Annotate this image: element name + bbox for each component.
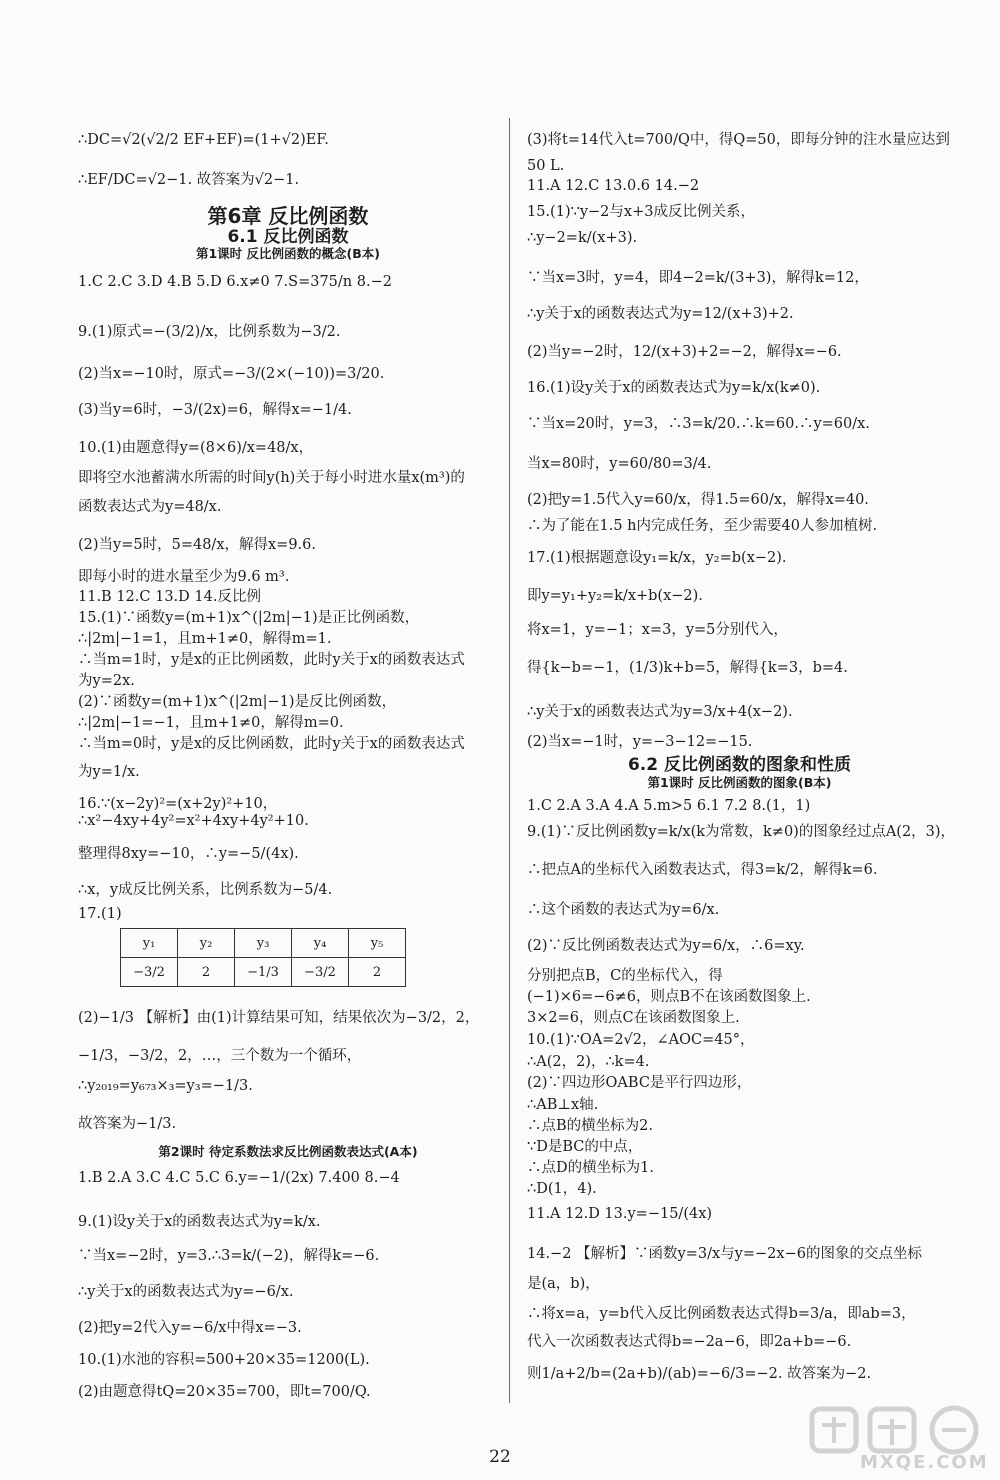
equation-system: 得{k−b=−1，(1/3)k+b=5，解得{k=3，b=4. [527,660,848,676]
text-line: (3)当y=6时，−3/(2x)=6，解得x=−1/4. [78,402,352,418]
text-line: (2)∵反比例函数表达式为y=6/x，∴6=xy. [527,938,805,954]
text-line: ∴DC=√2(√2/2 EF+EF)=(1+√2)EF. [78,132,329,148]
text-line: 15.(1)∵y−2与x+3成反比例关系， [527,204,755,220]
text-line: 是(a，b)， [527,1276,600,1292]
text-line: ∴|2m|−1=−1，且m+1≠0，解得m=0. [78,715,344,731]
text-line: 代入一次函数表达式得b=−2a−6，即2a+b=−6. [527,1334,852,1350]
text-line: ∴AB⊥x轴. [527,1097,599,1113]
text-line: 10.(1)由题意得y=(8×6)/x=48/x， [78,440,314,456]
section-title: 6.1 反比例函数 [227,227,349,247]
text-line: 17.(1) [78,906,122,922]
text-line: ∴为了能在1.5 h内完成任务，至少需要40人参加植树. [527,518,878,534]
watermark-url: MXQE.COM [860,1452,989,1473]
text-line: ∴当m=1时，y是x的正比例函数，此时y关于x的函数表达式 [78,652,465,668]
text-line: 3×2=6，则点C在该函数图象上. [527,1010,740,1026]
text-line: ∵当x=20时，y=3，∴3=k/20.∴k=60.∴y=60/x. [527,416,870,432]
text-line: ∴将x=a，y=b代入反比例函数表达式得b=3/a，即ab=3， [527,1306,916,1322]
text-line: 即y=y₁+y₂=k/x+b(x−2). [527,588,703,604]
text-line: ∴y关于x的函数表达式为y=−6/x. [78,1284,294,1300]
text-line: ∴A(2，2)，∴k=4. [527,1054,650,1070]
text-line: 整理得8xy=−10，∴y=−5/(4x). [78,846,299,862]
text-line: 16.(1)设y关于x的函数表达式为y=k/x(k≠0). [527,380,821,396]
text-line: ∴x，y成反比例关系，比例系数为−5/4. [78,882,333,898]
text-line: ∴D(1，4). [527,1181,597,1197]
text-line: 为y=1/x. [78,764,140,780]
lesson-title: 第1课时 反比例函数的概念(B本) [195,246,380,261]
text-line: −1/3，−3/2，2，…，三个数为一个循环， [78,1048,362,1064]
text-line: ∵当x=−2时，y=3.∴3=k/(−2)，解得k=−6. [78,1248,380,1264]
answer-row: 1.B 2.A 3.C 4.C 5.C 6.y=−1/(2x) 7.400 8.−4 [78,1170,400,1186]
table-cell: 2 [178,958,235,987]
text-line: ∴EF/DC=√2−1. 故答案为√2−1. [78,172,300,188]
section-title: 6.2 反比例函数的图象和性质 [627,755,852,775]
page-number: 22 [489,1447,511,1467]
text-line: 16.∵(x−2y)²=(x+2y)²+10， [78,796,278,812]
table-cell: −1/3 [235,958,292,987]
text-line: (2)当y=−2时，12/(x+3)+2=−2，解得x=−6. [527,344,842,360]
text-line: ∴x²−4xy+4y²=x²+4xy+4y²+10. [78,813,309,829]
text-line: (2)把y=1.5代入y=60/x，得1.5=60/x，解得x=40. [527,492,869,508]
right-column [527,0,956,1480]
table-header-cell: y₂ [178,929,235,958]
text-line: 17.(1)根据题意设y₁=k/x，y₂=b(x−2). [527,550,787,566]
answer-row: 1.C 2.C 3.D 4.B 5.D 6.x≠0 7.S=375/n 8.−2 [78,274,392,290]
text-line: 10.(1)∵OA=2√2，∠AOC=45°， [527,1032,755,1048]
table-header-row [121,929,406,958]
table-cell: 2 [349,958,406,987]
text-line: 即将空水池蓄满水所需的时间y(h)关于每小时进水量x(m³)的 [78,470,465,486]
text-line: 即每小时的进水量至少为9.6 m³. [78,569,290,585]
text-line: ∵当x=3时，y=4，即4−2=k/(3+3)，解得k=12， [527,270,869,286]
text-line: 14.−2 【解析】∵函数y=3/x与y=−2x−6的图象的交点坐标 [527,1246,922,1262]
answer-row: 11.A 12.D 13.y=−15/(4x) [527,1206,713,1222]
text-line: 则1/a+2/b=(2a+b)/(ab)=−6/3=−2. 故答案为−2. [527,1366,872,1382]
text-line: 将x=1，y=−1；x=3，y=5分别代入， [527,622,788,638]
text-line: ∴点D的横坐标为1. [527,1160,654,1176]
text-line: (2)当x=−1时，y=−3−12=−15. [527,734,753,750]
text-line: ∴当m=0时，y是x的反比例函数，此时y关于x的函数表达式 [78,736,465,752]
text-line: ∴y关于x的函数表达式为y=3/x+4(x−2). [527,704,793,720]
answer-row: 11.A 12.C 13.0.6 14.−2 [527,178,700,194]
chapter-title: 第6章 反比例函数 [207,204,369,228]
text-line: 函数表达式为y=48/x. [78,499,222,515]
table-row [121,958,406,987]
text-line: (2)−1/3 【解析】由(1)计算结果可知，结果依次为−3/2，2， [78,1010,480,1026]
text-line: (2)∵四边形OABC是平行四边形， [527,1075,752,1091]
text-line: (3)将t=14代入t=700/Q中，得Q=50，即每分钟的注水量应达到 [527,132,950,148]
text-line: (−1)×6=−6≠6，则点B不在该函数图象上. [527,989,811,1005]
text-line: 9.(1)设y关于x的函数表达式为y=k/x. [78,1214,321,1230]
text-line: 分别把点B，C的坐标代入，得 [527,968,723,984]
table-cell: −3/2 [292,958,349,987]
text-line: ∴y−2=k/(x+3). [527,230,638,246]
text-line: 为y=2x. [78,673,135,689]
answer-row: 11.B 12.C 13.D 14.反比例 [78,589,261,605]
text-line: ∴把点A的坐标代入函数表达式，得3=k/2，解得k=6. [527,862,878,878]
text-line: 15.(1)∵函数y=(m+1)x^(|2m|−1)是正比例函数， [78,610,420,626]
text-line: 9.(1)原式=−(3/2)/x，比例系数为−3/2. [78,324,341,340]
table-header-cell: y₅ [349,929,406,958]
text-line: 50 L. [527,158,565,174]
text-line: 当x=80时，y=60/80=3/4. [527,456,712,472]
table-header-cell: y₄ [292,929,349,958]
table-cell: −3/2 [121,958,178,987]
sequence-table [120,928,406,987]
text-line: 10.(1)水池的容积=500+20×35=1200(L). [78,1352,370,1368]
text-line: (2)∵函数y=(m+1)x^(|2m|−1)是反比例函数， [78,694,397,710]
text-line: 故答案为−1/3. [78,1116,177,1132]
text-line: ∵D是BC的中点， [527,1139,643,1155]
text-line: (2)由题意得tQ=20×35=700，即t=700/Q. [78,1384,371,1400]
text-line: (2)当x=−10时，原式=−3/(2×(−10))=3/20. [78,366,385,382]
text-line: (2)当y=5时，5=48/x，解得x=9.6. [78,537,316,553]
text-line: (2)把y=2代入y=−6/x中得x=−3. [78,1320,302,1336]
text-line: ∴点B的横坐标为2. [527,1118,653,1134]
text-line: ∴y₂₀₁₉=y₆₇₃×₃=y₃=−1/3. [78,1078,253,1094]
answer-row: 1.C 2.A 3.A 4.A 5.m>5 6.1 7.2 8.(1，1) [527,798,811,814]
table-header-cell: y₁ [121,929,178,958]
text-line: ∴|2m|−1=1，且m+1≠0，解得m=1. [78,631,332,647]
lesson-title: 第2课时 待定系数法求反比例函数表达式(A本) [158,1144,418,1159]
lesson-title: 第1课时 反比例函数的图象(B本) [647,775,832,790]
table-header-cell: y₃ [235,929,292,958]
text-line: ∴y关于x的函数表达式为y=12/(x+3)+2. [527,306,794,322]
text-line: ∴这个函数的表达式为y=6/x. [527,902,720,918]
text-line: 9.(1)∵反比例函数y=k/x(k为常数，k≠0)的图象经过点A(2，3)， [527,824,956,840]
column-divider [509,118,510,1403]
left-column [78,0,498,1480]
